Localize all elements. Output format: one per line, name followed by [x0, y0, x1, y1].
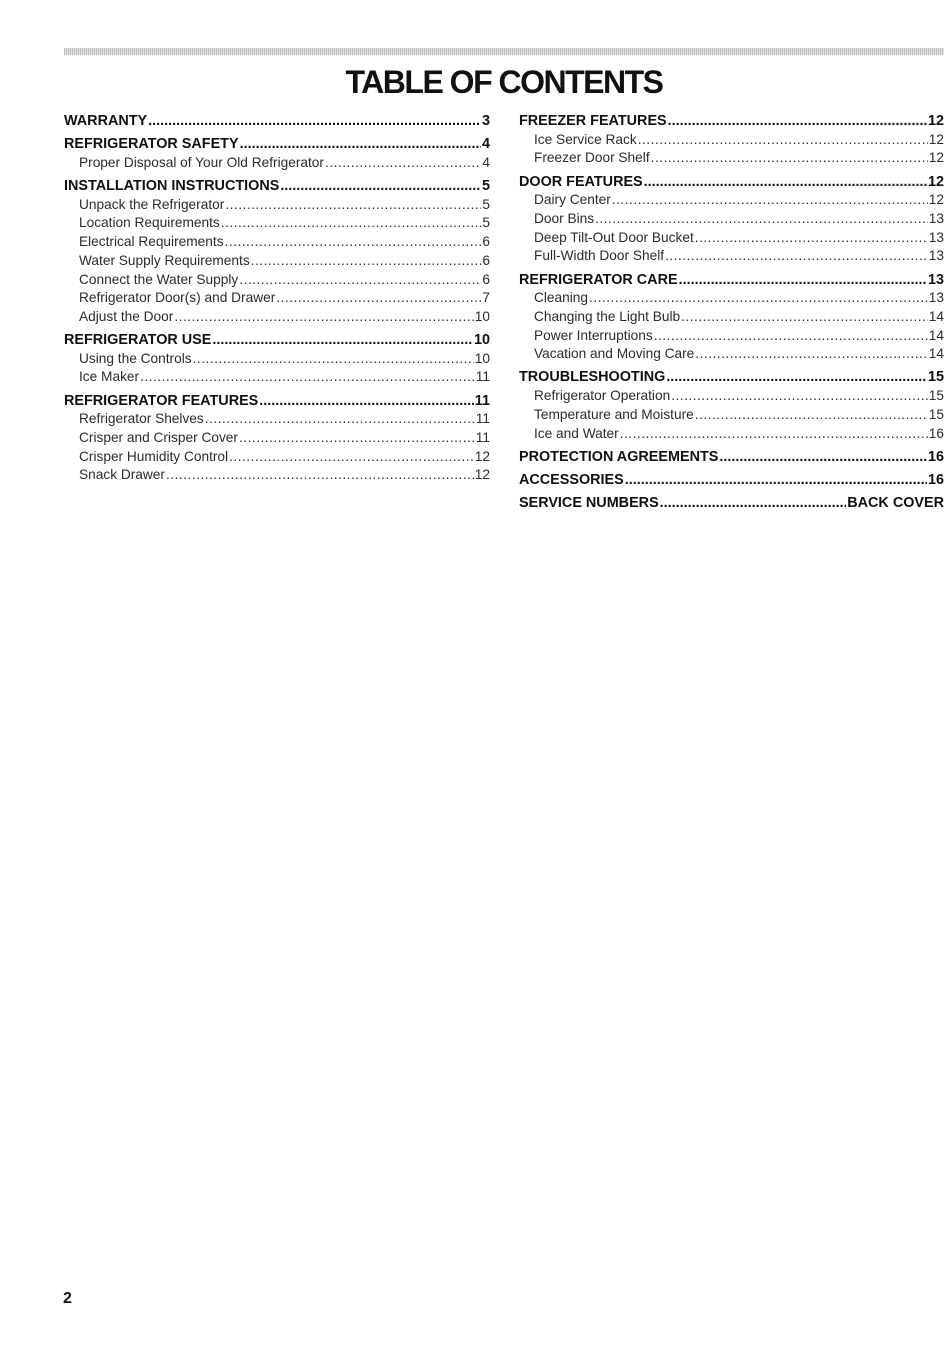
dot-leader — [679, 271, 927, 290]
dot-leader — [668, 112, 927, 131]
toc-subentry-ice-and-water[interactable] — [519, 425, 944, 444]
toc-entry-page: 14 — [928, 346, 944, 362]
toc-entry-page: 11 — [475, 430, 490, 445]
toc-entry-label: FREEZER FEATURES — [519, 113, 667, 129]
dot-leader — [651, 149, 928, 168]
toc-entry-page: BACK COVER — [847, 495, 944, 512]
dot-leader — [719, 448, 927, 467]
dot-leader — [660, 494, 847, 513]
toc-subentry-proper-disposal-of-your-old-refrigerator[interactable] — [64, 154, 490, 173]
toc-entry-label: PROTECTION AGREEMENTS — [519, 448, 719, 465]
toc-entry-label: Vacation and Moving Care — [534, 346, 695, 362]
dot-leader — [620, 425, 928, 444]
toc-section-accessories[interactable] — [519, 471, 944, 490]
dot-leader — [325, 154, 481, 173]
dot-leader — [695, 229, 928, 248]
toc-entry-page: 13 — [928, 248, 944, 264]
toc-section-installation-instructions[interactable] — [64, 177, 490, 196]
dot-leader — [148, 112, 481, 131]
top-decorative-rule — [64, 48, 944, 55]
toc-entry-page: 6 — [482, 252, 490, 268]
toc-subentry-using-the-controls[interactable] — [64, 350, 490, 369]
toc-section-service-numbers[interactable] — [519, 494, 944, 513]
dot-leader — [259, 392, 474, 411]
toc-left-column — [64, 112, 490, 485]
dot-leader — [595, 210, 928, 229]
toc-entry-label: Temperature and Moisture — [534, 406, 694, 422]
toc-entry-page: 11 — [474, 392, 490, 409]
toc-entry-page: 15 — [928, 388, 944, 404]
toc-entry-page: 10 — [474, 350, 490, 366]
dot-leader — [276, 289, 481, 308]
toc-entry-page: 16 — [928, 425, 944, 441]
toc-entry-label: ACCESSORIES — [519, 471, 624, 488]
toc-section-refrigerator-safety[interactable] — [64, 135, 490, 154]
toc-entry-page: 12 — [474, 467, 490, 483]
toc-section-protection-agreements[interactable] — [519, 448, 944, 467]
dot-leader — [695, 345, 927, 364]
toc-entry-page: 13 — [928, 229, 944, 245]
toc-entry-label: Refrigerator Shelves — [79, 411, 204, 427]
toc-entry-page: 15 — [928, 406, 944, 422]
toc-entry-page: 3 — [481, 113, 490, 129]
toc-entry-label: Full-Width Door Shelf — [534, 248, 665, 264]
toc-section-troubleshooting[interactable] — [519, 368, 944, 387]
toc-entry-label: Adjust the Door — [79, 308, 174, 324]
toc-section-warranty[interactable] — [64, 112, 490, 131]
dot-leader — [225, 233, 482, 252]
toc-section-freezer-features[interactable] — [519, 112, 944, 131]
dot-leader — [654, 327, 928, 346]
toc-section-refrigerator-use[interactable] — [64, 331, 490, 350]
dot-leader — [239, 429, 475, 448]
dot-leader — [205, 410, 475, 429]
toc-entry-label: Crisper and Crisper Cover — [79, 430, 238, 445]
toc-entry-page: 13 — [928, 290, 944, 306]
toc-subentry-changing-the-light-bulb[interactable] — [519, 308, 944, 327]
toc-subentry-crisper-humidity-control[interactable] — [64, 448, 490, 467]
toc-entry-page: 5 — [482, 196, 490, 212]
toc-subentry-location-requirements[interactable] — [64, 214, 490, 233]
toc-entry-label: Cleaning — [534, 290, 589, 306]
toc-entry-page: 6 — [482, 271, 490, 287]
toc-entry-page: 7 — [482, 290, 490, 306]
page-title: TABLE OF CONTENTS — [345, 64, 663, 100]
toc-entry-label: Ice Maker — [79, 369, 140, 385]
toc-entry-page: 16 — [927, 471, 944, 488]
dot-leader — [589, 289, 928, 308]
toc-entry-label: WARRANTY — [64, 113, 148, 129]
toc-entry-label: Ice and Water — [534, 425, 619, 441]
toc-subentry-crisper-and-crisper-cover[interactable] — [64, 429, 490, 448]
dot-leader — [225, 196, 481, 215]
toc-subentry-door-bins[interactable] — [519, 210, 944, 229]
toc-subentry-ice-maker[interactable] — [64, 368, 490, 387]
toc-subentry-full-width-door-shelf[interactable] — [519, 247, 944, 266]
toc-subentry-electrical-requirements[interactable] — [64, 233, 490, 252]
toc-subentry-water-supply-requirements[interactable] — [64, 252, 490, 271]
toc-entry-label: Refrigerator Door(s) and Drawer — [79, 290, 276, 306]
page-number: 2 — [63, 1290, 72, 1307]
toc-subentry-dairy-center[interactable] — [519, 191, 944, 210]
dot-leader — [212, 331, 473, 350]
toc-entry-page: 12 — [928, 150, 944, 166]
toc-entry-label: Dairy Center — [534, 192, 611, 208]
dot-leader — [625, 471, 927, 490]
toc-entry-label: REFRIGERATOR CARE — [519, 271, 678, 288]
toc-entry-page: 10 — [474, 308, 490, 324]
toc-entry-page: 5 — [481, 178, 490, 195]
toc-entry-label: Door Bins — [534, 210, 595, 226]
toc-entry-page: 4 — [481, 136, 490, 153]
toc-entry-label: Ice Service Rack — [534, 131, 637, 147]
toc-subentry-deep-tilt-out-door-bucket[interactable] — [519, 229, 944, 248]
toc-entry-page: 13 — [928, 210, 944, 226]
dot-leader — [229, 448, 474, 467]
toc-entry-label: Electrical Requirements — [79, 234, 224, 250]
dot-leader — [239, 271, 481, 290]
toc-subentry-connect-the-water-supply[interactable] — [64, 271, 490, 290]
dot-leader — [695, 406, 928, 425]
toc-entry-page: 12 — [928, 131, 944, 147]
toc-entry-label: Refrigerator Operation — [534, 388, 671, 404]
dot-leader — [644, 173, 927, 192]
toc-entry-page: 14 — [928, 308, 944, 324]
toc-entry-page: 10 — [473, 332, 490, 349]
dot-leader — [665, 247, 928, 266]
dot-leader — [174, 308, 473, 327]
toc-section-door-features[interactable] — [519, 173, 944, 192]
dot-leader — [280, 177, 481, 196]
toc-entry-page: 5 — [482, 215, 490, 231]
toc-subentry-vacation-and-moving-care[interactable] — [519, 345, 944, 364]
toc-entry-page: 6 — [482, 234, 490, 250]
dot-leader — [666, 368, 927, 387]
toc-entry-label: REFRIGERATOR USE — [64, 332, 212, 349]
toc-entry-label: REFRIGERATOR SAFETY — [64, 136, 239, 153]
toc-subentry-refrigerator-door-s-and-drawer[interactable] — [64, 289, 490, 308]
toc-entry-label: Freezer Door Shelf — [534, 150, 650, 166]
toc-entry-label: Connect the Water Supply — [79, 271, 239, 287]
toc-entry-page: 12 — [927, 113, 944, 129]
toc-entry-label: Water Supply Requirements — [79, 252, 250, 268]
toc-subentry-snack-drawer[interactable] — [64, 466, 490, 485]
toc-entry-label: Deep Tilt-Out Door Bucket — [534, 229, 694, 245]
dot-leader — [671, 387, 928, 406]
toc-entry-page: 12 — [927, 173, 944, 190]
dot-leader — [140, 368, 475, 387]
toc-entry-label: TROUBLESHOOTING — [519, 369, 666, 386]
toc-section-refrigerator-features[interactable] — [64, 392, 490, 411]
toc-subentry-freezer-door-shelf[interactable] — [519, 149, 944, 168]
toc-entry-label: SERVICE NUMBERS — [519, 495, 659, 512]
toc-entry-label: Location Requirements — [79, 215, 220, 231]
dot-leader — [166, 466, 474, 485]
toc-subentry-cleaning[interactable] — [519, 289, 944, 308]
toc-subentry-temperature-and-moisture[interactable] — [519, 406, 944, 425]
toc-entry-page: 12 — [928, 192, 944, 208]
toc-entry-page: 12 — [474, 448, 490, 464]
toc-entry-label: DOOR FEATURES — [519, 173, 643, 190]
dot-leader — [612, 191, 928, 210]
toc-subentry-power-interruptions[interactable] — [519, 327, 944, 346]
dot-leader — [638, 131, 928, 150]
toc-entry-label: Crisper Humidity Control — [79, 448, 229, 464]
toc-entry-label: Changing the Light Bulb — [534, 308, 681, 324]
toc-subentry-ice-service-rack[interactable] — [519, 131, 944, 150]
toc-section-refrigerator-care[interactable] — [519, 271, 944, 290]
toc-subentry-adjust-the-door[interactable] — [64, 308, 490, 327]
toc-entry-page: 11 — [475, 411, 490, 427]
toc-entry-label: Unpack the Refrigerator — [79, 196, 225, 212]
toc-right-column — [519, 112, 944, 513]
toc-entry-page: 16 — [927, 448, 944, 465]
toc-entry-page: 14 — [928, 327, 944, 343]
toc-entry-page: 4 — [482, 154, 490, 170]
toc-entry-page: 15 — [927, 369, 944, 386]
toc-entry-page: 11 — [475, 369, 490, 385]
toc-entry-label: INSTALLATION INSTRUCTIONS — [64, 178, 280, 195]
toc-entry-label: Using the Controls — [79, 350, 192, 366]
toc-entry-page: 13 — [927, 271, 944, 288]
dot-leader — [251, 252, 482, 271]
toc-entry-label: Snack Drawer — [79, 467, 165, 483]
toc-entry-label: Power Interruptions — [534, 327, 653, 343]
toc-subentry-refrigerator-shelves[interactable] — [64, 410, 490, 429]
toc-subentry-unpack-the-refrigerator[interactable] — [64, 196, 490, 215]
toc-entry-label: REFRIGERATOR FEATURES — [64, 392, 259, 409]
dot-leader — [681, 308, 928, 327]
dot-leader — [240, 135, 481, 154]
toc-entry-label: Proper Disposal of Your Old Refrigerator — [79, 154, 324, 170]
dot-leader — [193, 350, 474, 369]
toc-subentry-refrigerator-operation[interactable] — [519, 387, 944, 406]
dot-leader — [221, 214, 482, 233]
